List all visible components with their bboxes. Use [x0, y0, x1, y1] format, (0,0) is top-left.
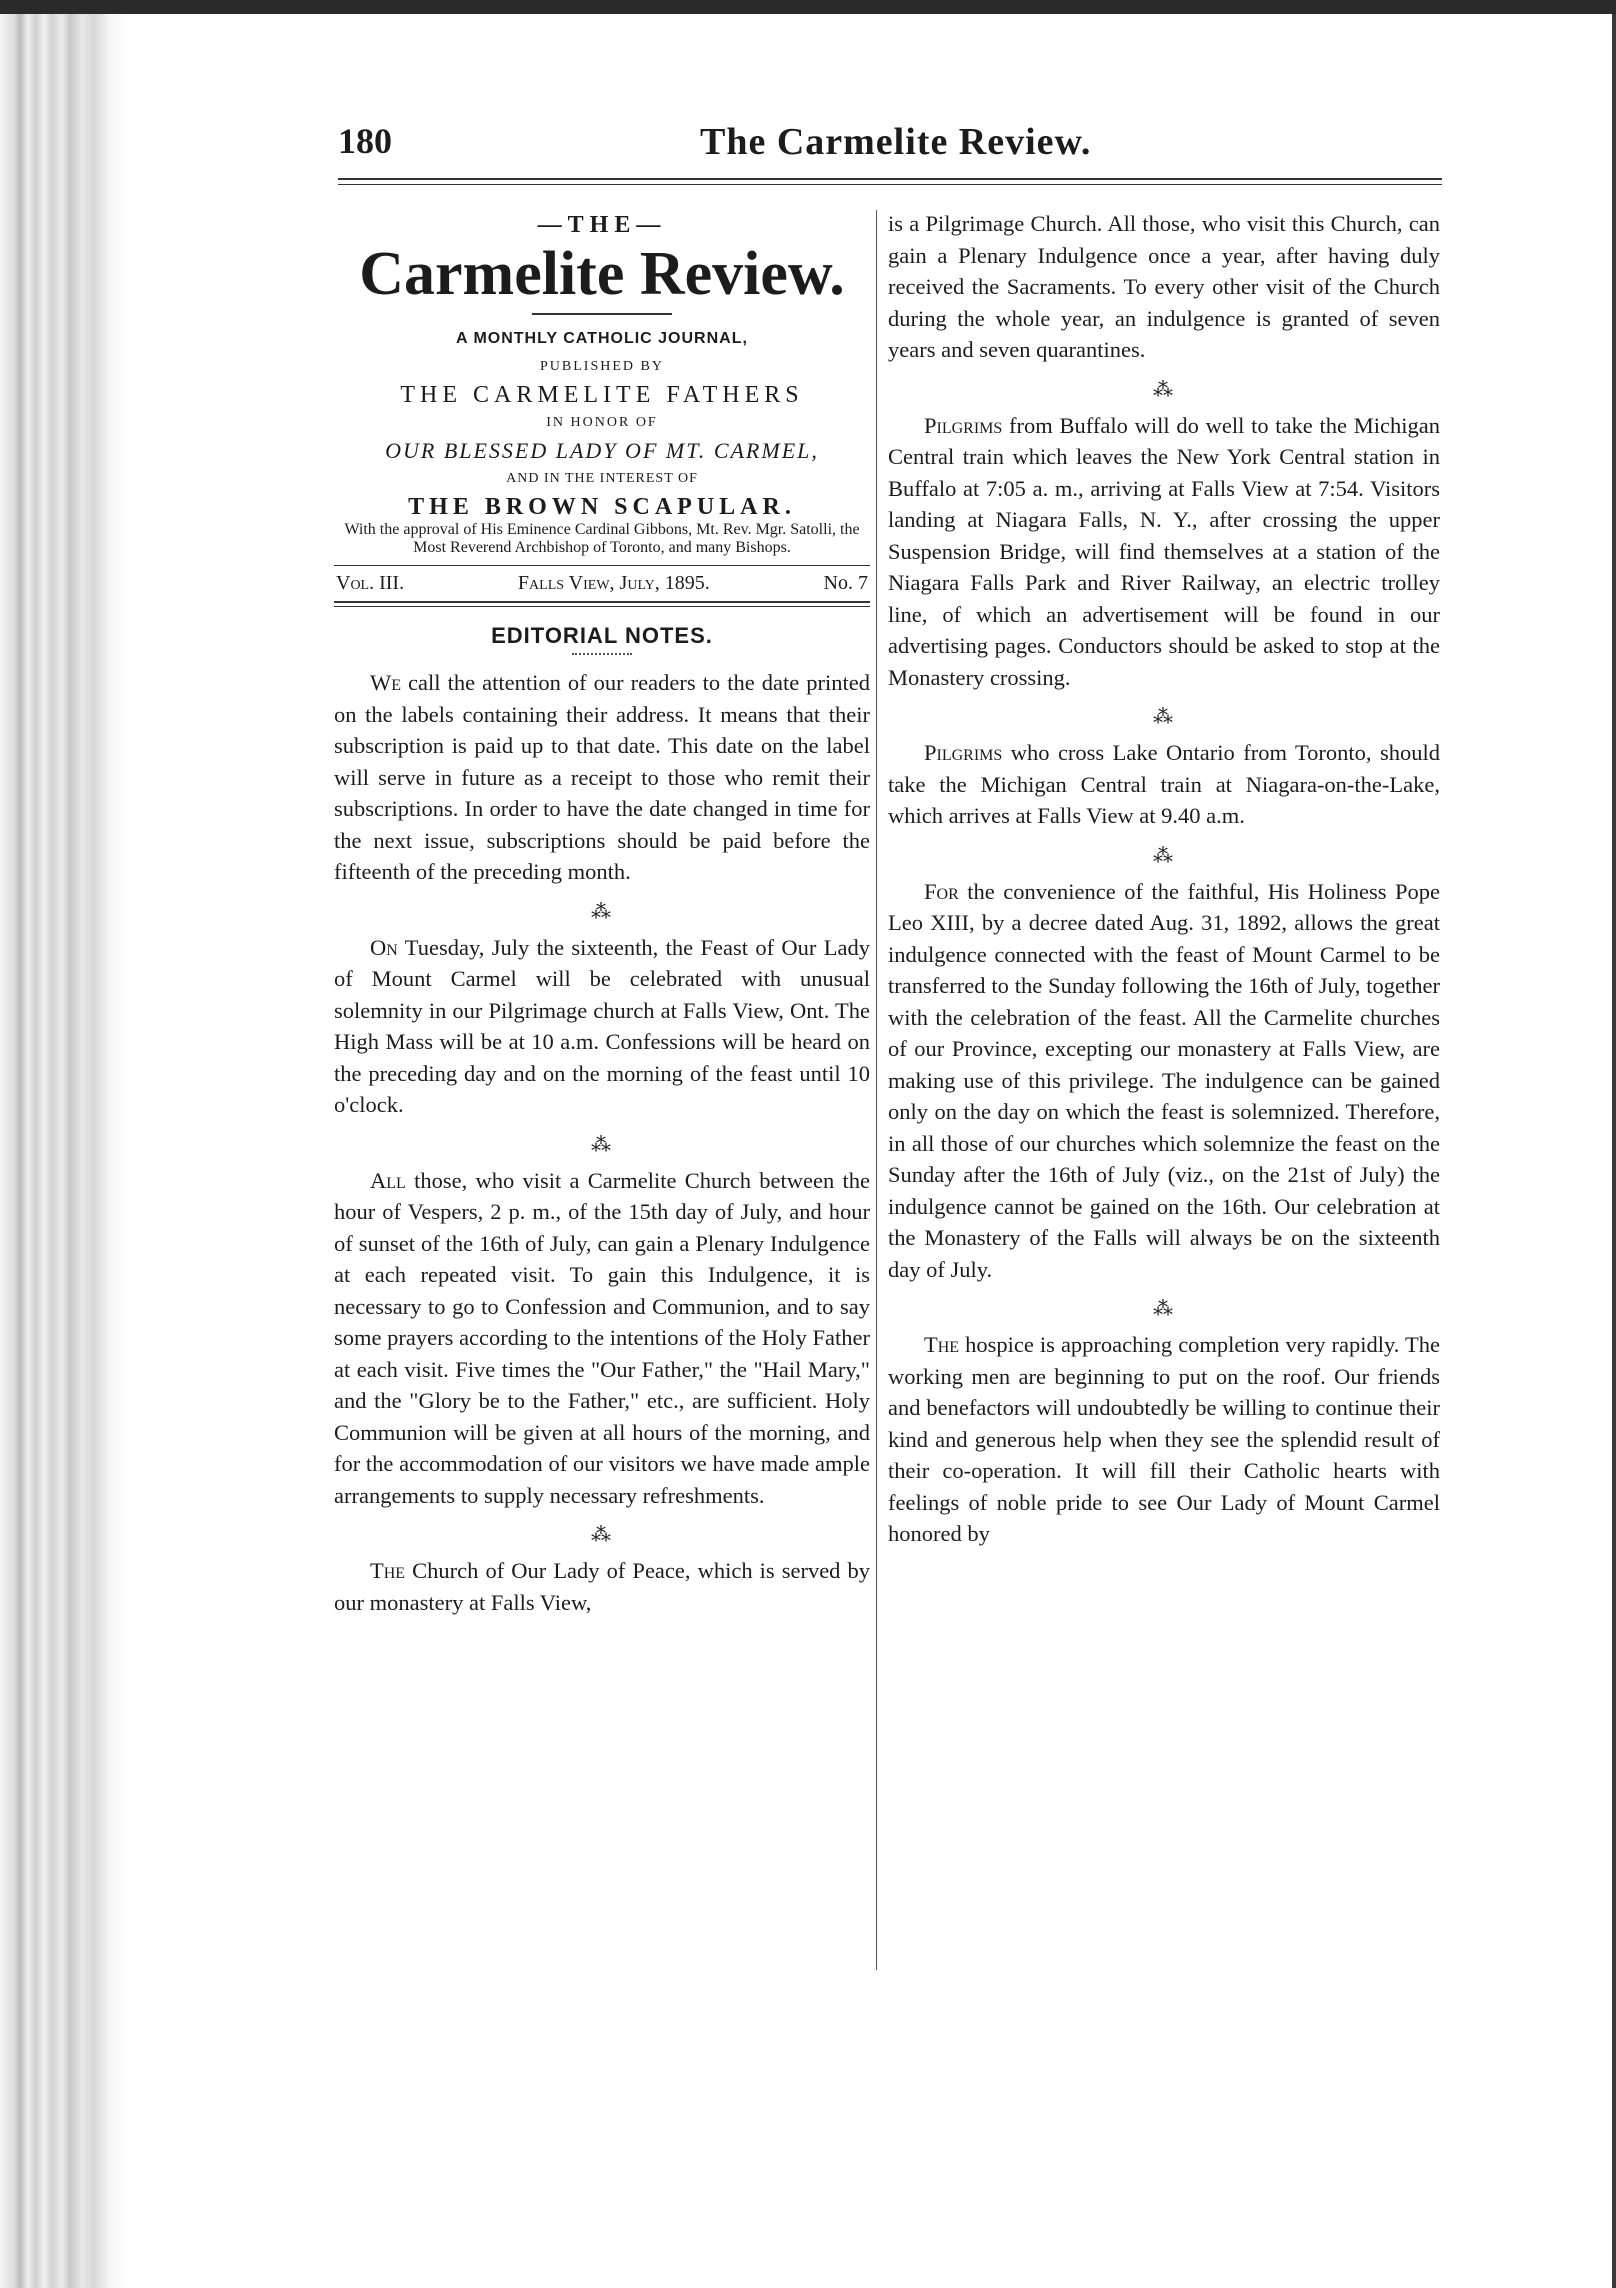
book-spine [0, 14, 130, 2288]
masthead-line: THE CARMELITE FATHERS [400, 382, 804, 408]
masthead-line: A MONTHLY CATHOLIC JOURNAL, [456, 330, 748, 347]
masthead-line: AND IN THE INTEREST OF [506, 471, 698, 486]
header-rule-thin [338, 184, 1442, 185]
masthead-rule [532, 313, 672, 315]
issue-number: No. 7 [823, 572, 868, 594]
page-edge [1612, 14, 1616, 2288]
masthead-title: Carmelite Review. [359, 240, 845, 308]
masthead-the: —THE— [537, 212, 667, 238]
scan-border [0, 0, 1616, 14]
masthead-approval: With the approval of His Eminence Cardinal Gibbons, Mt. Rev. Mgr. Satolli, the Most Reverend Archbishop of Toronto, and many Bishops. [344, 521, 860, 556]
asterism: ⁂ [1153, 378, 1175, 401]
right-column [888, 208, 1440, 1978]
masthead-line: IN HONOR OF [546, 415, 658, 430]
paragraph: is a Pilgrimage Church. All those, who visit this Church, can gain a Plenary Indulgence once a year, after having duly received the Sacraments. To every other visit of the Church during the whole year, an indulgence is granted of seven years and seven quarantines. [888, 211, 1440, 362]
asterism: ⁂ [1153, 706, 1175, 728]
paragraph: All those, who visit a Carmelite Church between the hour of Vespers, 2 p. m., of the 15th day of July, and hour of sunset of the 16th of July, can gain a Plenary Indulgence at each repeated visit. To gain this Indulgence, it is necessary to go to Confession and Communion, and to say some prayers according to the intentions of the Holy Father at each visit. Five times the "Our Father," the "Hail Mary," and the "Glory be to the Father," etc., are sufficient. Holy Communion will be given at all hours of the morning, and for the accommodation of our visitors we have made ample arrangements to supply necessary refreshments. [334, 1167, 870, 1508]
paragraph: We call the attention of our readers to the date printed on the labels containing their address. It means that their subscription is paid up to that date. This date on the label will serve in future as a receipt to those who remit their subscriptions. In order to have the date changed in time for the next issue, subscriptions should be paid before the fifteenth of the preceding month. [334, 670, 870, 884]
asterism: ⁂ [591, 900, 613, 923]
asterism: ⁂ [591, 1133, 613, 1156]
paragraph: Pilgrims from Buffalo will do well to take the Michigan Central train which leaves the New York Central station in Buffalo at 7:05 a. m., arriving at Falls View at 7:54. Visitors landing at Niagara Falls, N. Y., after crossing the upper Suspension Bridge, will find themselves at a station of the Niagara Falls Park and River Railway, an electric trolley line, of which an advertisement will be found in our advertising pages. Conductors should be asked to stop at the Monastery crossing. [888, 412, 1440, 690]
volume-line [334, 566, 870, 601]
masthead-line: THE BROWN SCAPULAR. [408, 494, 796, 520]
paragraph: For the convenience of the faithful, His Holiness Pope Leo XIII, by a decree dated Aug. 31, 1892, allows the great indulgence connected with the feast of Mount Carmel to be transferred to the Sunday following the 16th of July, together with the celebration of the feast. All the Carmelite churches of our Province, excepting our monastery at Falls View, are making use of this privilege. The indulgence can be gained only on the day on which the feast is solemnized. Therefore, in all those of our churches which solemnize the feast on the Sunday after the 16th of July (viz., on the 21st of July) the indulgence cannot be gained on the 16th. Our celebration at the Monastery of the Falls will always be on the sixteenth day of July. [888, 878, 1440, 1282]
masthead-double-rule [334, 601, 870, 607]
masthead-line: PUBLISHED BY [540, 359, 664, 374]
left-column [334, 208, 870, 1978]
section-heading: EDITORIAL NOTES. [491, 623, 713, 648]
asterism: ⁂ [591, 1524, 613, 1546]
paragraph: The Church of Our Lady of Peace, which is served by our monastery at Falls View, [334, 1558, 870, 1615]
heading-ornament [572, 653, 632, 655]
volume: Vol. III. [336, 572, 405, 594]
running-title: The Carmelite Review. [700, 121, 1092, 163]
paragraph: The hospice is approaching completion very rapidly. The working men are beginning to put on the roof. Our friends and benefactors will undoubtedly be willing to continue their kind and generous help when they see the splendid result of their co-operation. It will fill their Catholic hearts with feelings of noble pride to see Our Lady of Mount Carmel honored by [888, 1332, 1440, 1546]
masthead-line: OUR BLESSED LADY OF MT. CARMEL, [385, 438, 819, 463]
asterism: ⁂ [1153, 844, 1175, 867]
asterism: ⁂ [1153, 1298, 1175, 1320]
paragraph: Pilgrims who cross Lake Ontario from Toronto, should take the Michigan Central train at Niagara-on-the-Lake, which arrives at Falls View at 9.40 a.m. [888, 740, 1440, 828]
paragraph: On Tuesday, July the sixteenth, the Feast of Our Lady of Mount Carmel will be celebrated with unusual solemnity in our Pilgrimage church at Falls View, Ont. The High Mass will be at 10 a.m. Confessions will be heard on the preceding day and on the morning of the feast until 10 o'clock. [334, 934, 870, 1117]
header-rule [338, 178, 1442, 180]
page-number: 180 [338, 121, 392, 161]
dateline: Falls View, July, 1895. [517, 572, 710, 594]
column-divider [876, 210, 877, 1970]
